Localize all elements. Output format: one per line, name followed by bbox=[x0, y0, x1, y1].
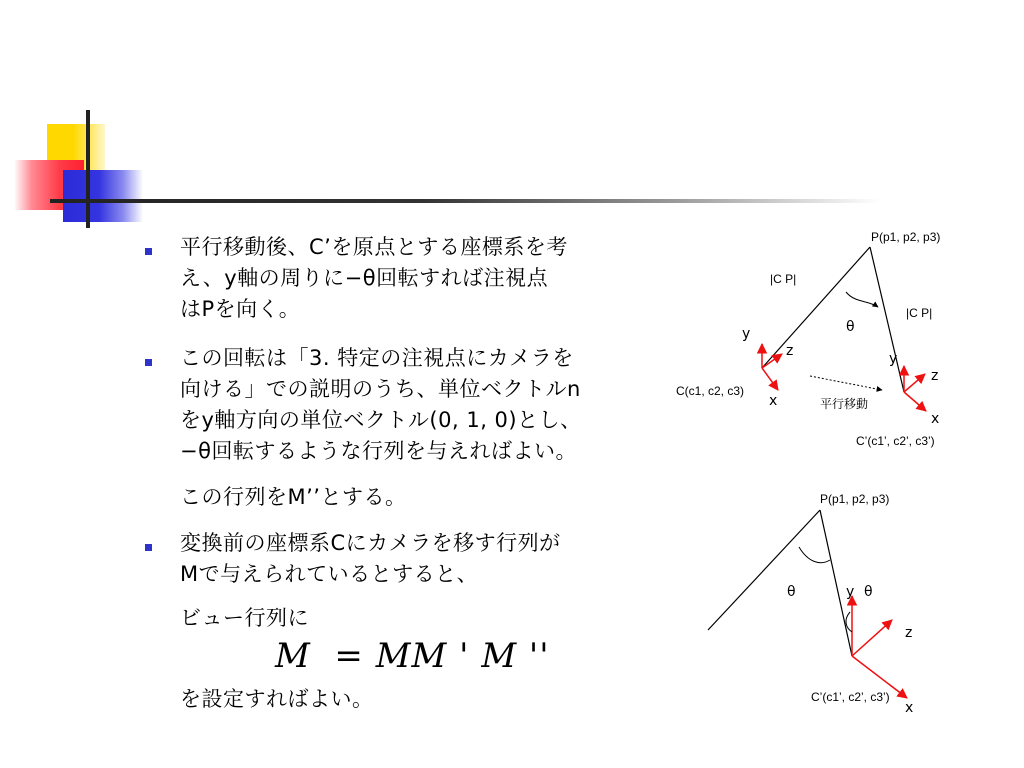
axis-z2-arrow bbox=[904, 374, 925, 392]
axis-x-label: x bbox=[905, 700, 914, 716]
line-c-to-p bbox=[762, 247, 870, 368]
bullet-2-line-3: をy軸方向の単位ベクトル(0, 1, 0)とし、 bbox=[180, 408, 582, 432]
point-cprime-label: C’(c1’, c2’, c3’) bbox=[811, 690, 890, 704]
rotation-arc-arrow bbox=[846, 292, 878, 307]
axis-x2-arrow bbox=[904, 392, 926, 411]
bullet-1-line-1: 平行移動後、C’を原点とする座標系を考 bbox=[180, 235, 568, 259]
axis-x-label: x bbox=[769, 393, 778, 409]
translation-label: 平行移動 bbox=[820, 397, 869, 411]
angle-arc-left bbox=[799, 547, 830, 563]
axis-z-label: z bbox=[786, 343, 794, 359]
point-cprime-label: C’(c1’, c2’, c3’) bbox=[856, 434, 935, 448]
diagram-top bbox=[676, 230, 940, 448]
angle-arc-right bbox=[846, 612, 852, 632]
line-left bbox=[708, 510, 820, 630]
bullet-1-line-3: はPを向く。 bbox=[180, 297, 301, 321]
bullet-2-line-4: −θ回転するような行列を与えればよい。 bbox=[180, 439, 577, 463]
bullet-2-line-1: この回転は「3. 特定の注視点にカメラを bbox=[180, 346, 574, 370]
axis-x2-label: x bbox=[931, 411, 940, 427]
bullet-2-line-2: 向ける」での説明のうち、単位ベクトルn bbox=[180, 377, 581, 401]
axis-x-arrow bbox=[762, 368, 778, 390]
bullet-3-extra: ビュー行列に bbox=[180, 606, 309, 630]
translation-arrow bbox=[810, 376, 882, 390]
axis-y-label: y bbox=[846, 584, 855, 600]
diagram-bottom bbox=[708, 492, 913, 716]
point-p-label: P(p1, p2, p3) bbox=[820, 492, 890, 506]
distance-cp-label-right: |C P| bbox=[906, 306, 933, 320]
bullet-2-extra: この行列をM’’とする。 bbox=[180, 485, 407, 509]
line-p-to-cprime bbox=[820, 510, 855, 656]
theta-label: θ bbox=[846, 319, 855, 335]
bullet-3-line-2: Mで与えられているとすると、 bbox=[180, 562, 479, 586]
point-p-label: P(p1, p2, p3) bbox=[871, 230, 941, 244]
bullet-3-after: を設定すればよい。 bbox=[180, 687, 374, 711]
distance-cp-label-left: |C P| bbox=[770, 272, 797, 286]
theta-left-label: θ bbox=[787, 584, 796, 600]
axis-y2-label: y bbox=[889, 351, 898, 367]
axis-y-label: y bbox=[742, 326, 751, 342]
view-matrix-formula: M = MM ' M '' bbox=[275, 636, 550, 676]
line-p-to-cprime bbox=[870, 247, 904, 392]
theta-right-label: θ bbox=[864, 584, 873, 600]
point-c-label: C(c1, c2, c3) bbox=[676, 384, 745, 398]
bullet-1-line-2: え、y軸の周りに−θ回転すれば注視点 bbox=[180, 266, 549, 290]
axis-z-arrow bbox=[852, 620, 892, 656]
bullet-3-line-1: 変換前の座標系Cにカメラを移す行列が bbox=[180, 531, 561, 555]
axis-z-label: z bbox=[905, 625, 913, 641]
axis-z2-label: z bbox=[931, 368, 939, 384]
